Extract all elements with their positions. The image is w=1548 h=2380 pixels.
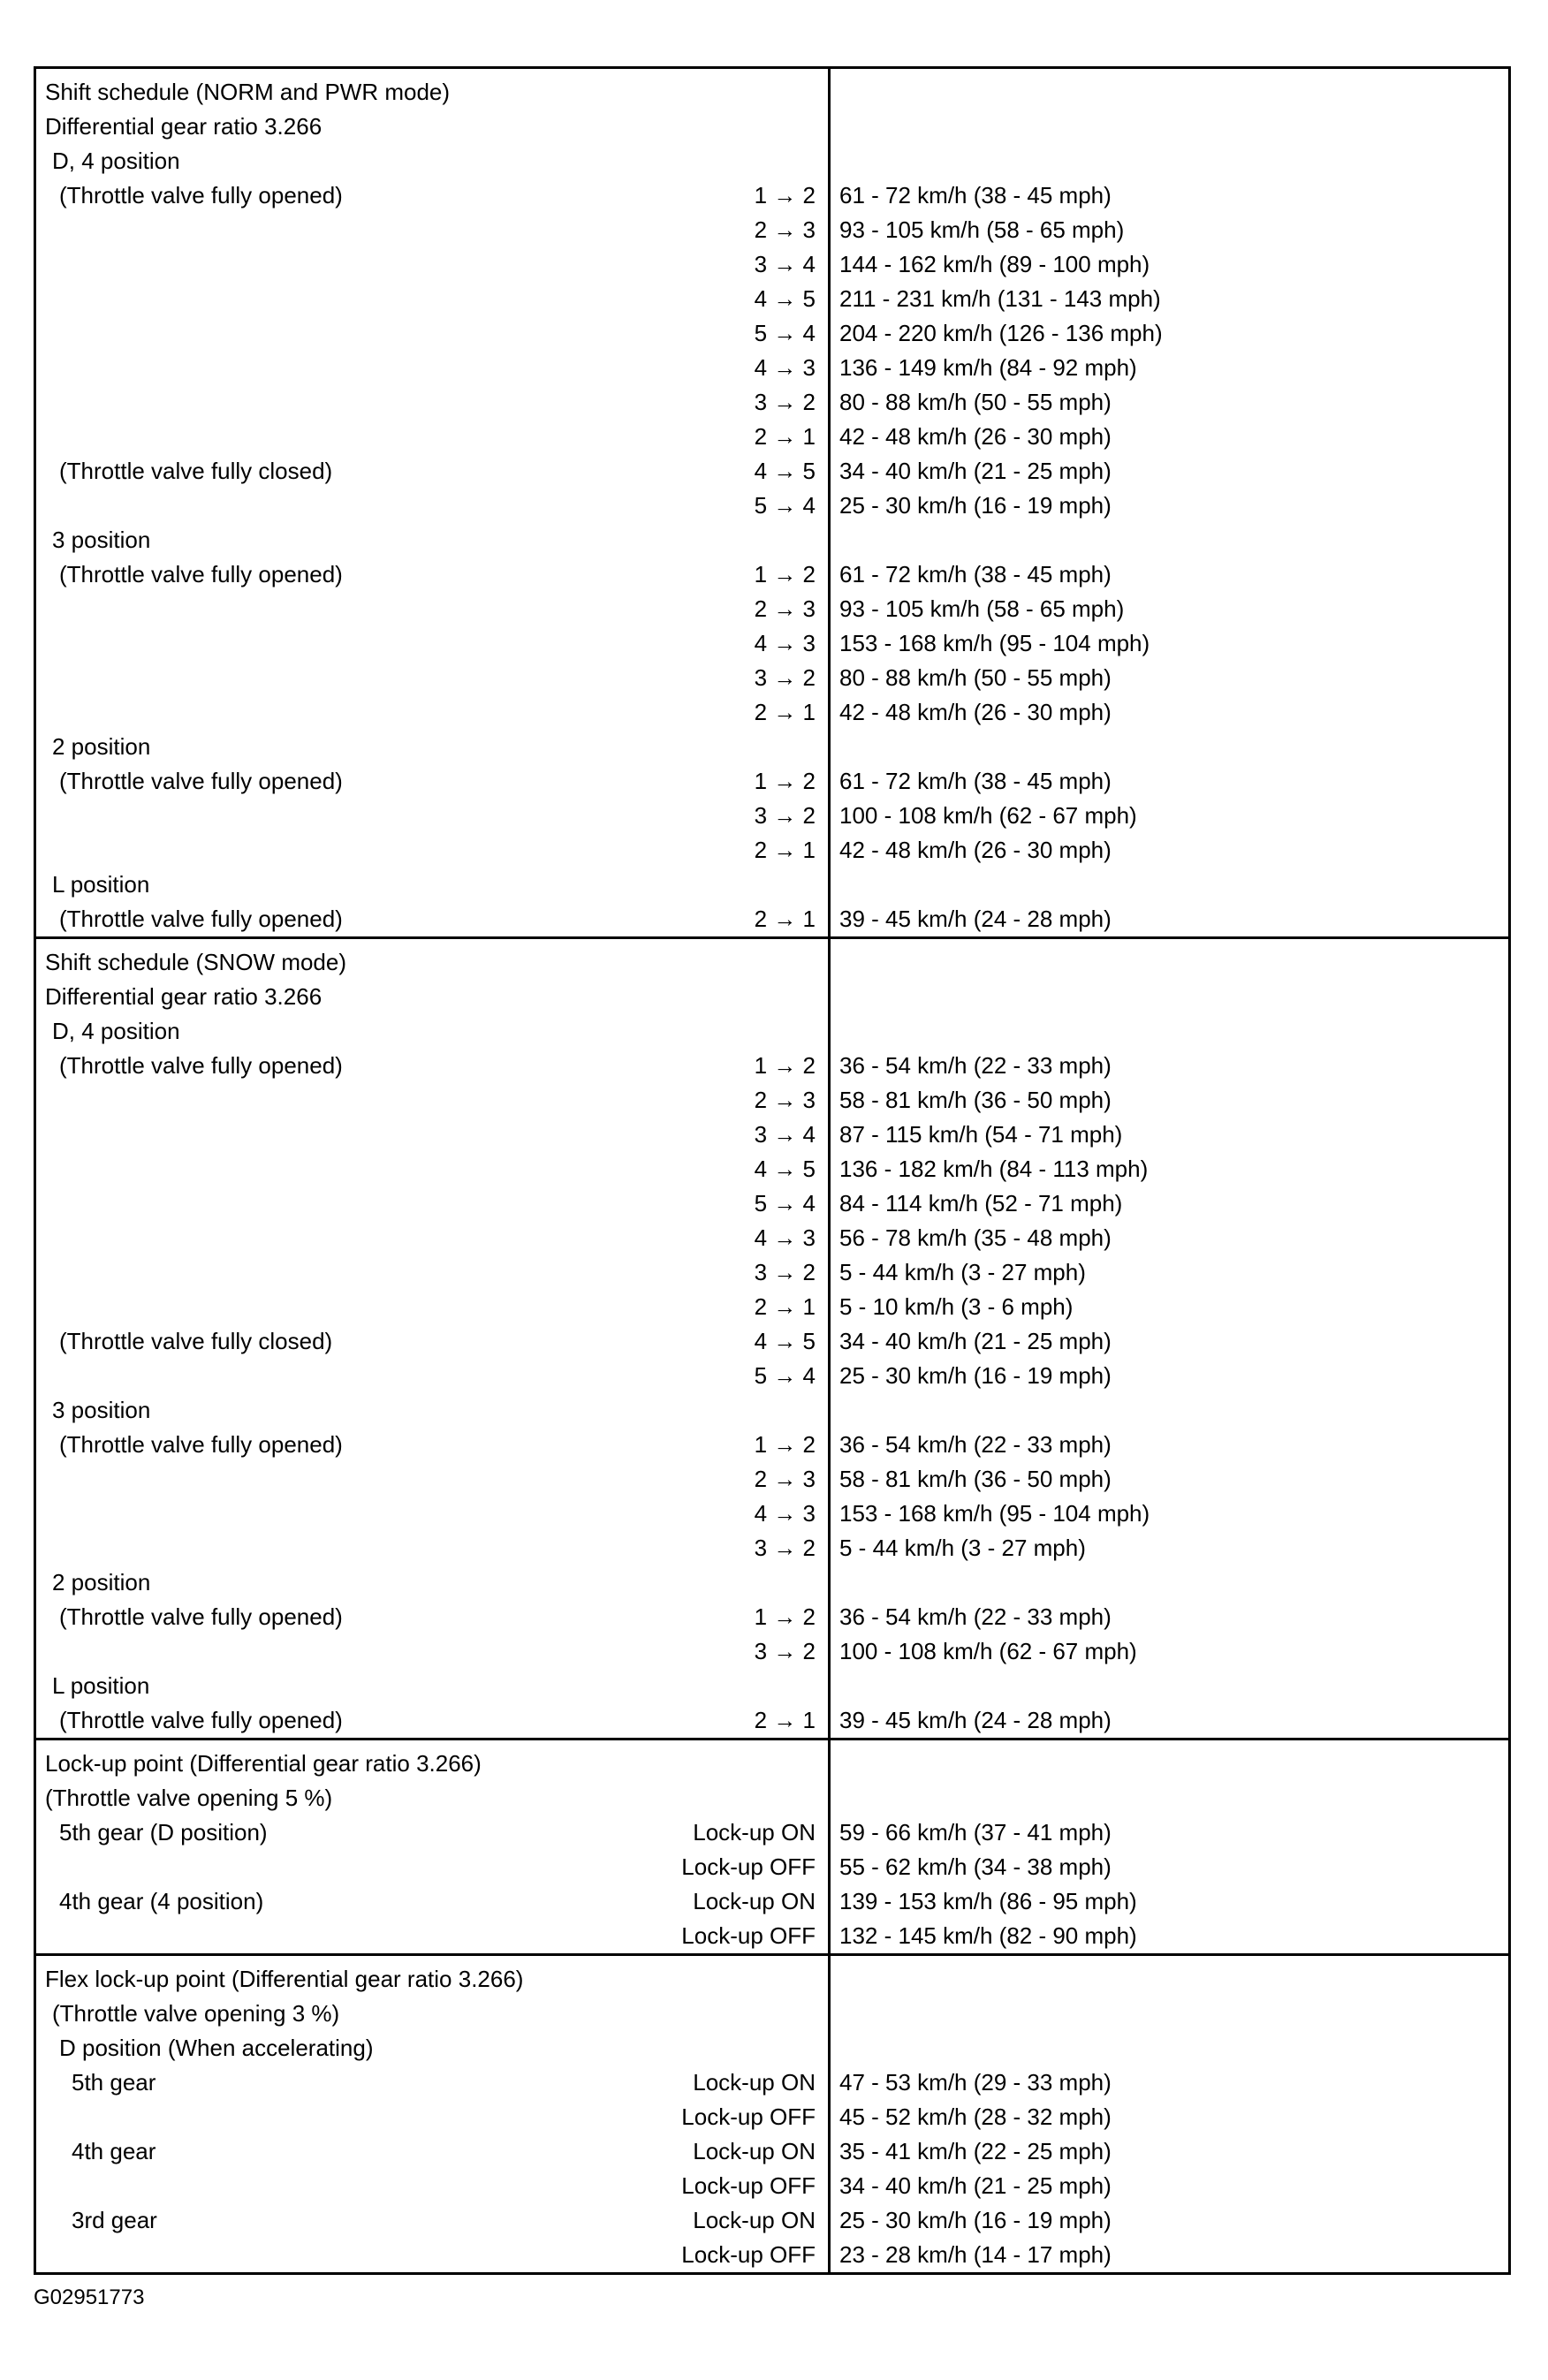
table-row — [45, 1669, 816, 1703]
shift-indicator: 4 → 5 — [754, 285, 816, 312]
table-row — [45, 661, 816, 695]
shift-indicator: Lock-up OFF — [681, 2172, 816, 2199]
row-label: Differential gear ratio 3.266 — [45, 113, 322, 140]
shift-indicator: Lock-up ON — [693, 1819, 816, 1846]
row-label: Shift schedule (NORM and PWR mode) — [45, 79, 451, 105]
value-cell: 132 - 145 km/h (82 - 90 mph) — [839, 1922, 1137, 1949]
table-row — [45, 178, 816, 213]
table-row — [45, 730, 816, 764]
shift-indicator: 1 → 2 — [754, 1052, 816, 1079]
table-row — [45, 764, 816, 799]
value-cell — [839, 523, 1508, 557]
table-row — [45, 945, 816, 980]
row-label: 3rd gear — [72, 2207, 157, 2233]
shift-indicator: 4 → 3 — [754, 1500, 816, 1527]
value-column — [831, 1740, 1508, 1953]
row-label: 3 position — [52, 1397, 151, 1423]
figure-id: G02951773 — [34, 2285, 145, 2309]
shift-indicator: 2 → 1 — [754, 1707, 816, 1733]
table-row — [45, 110, 816, 144]
table-row — [45, 523, 816, 557]
row-label: 2 position — [52, 1569, 151, 1596]
table-section — [36, 936, 1508, 1738]
shift-indicator: 5 → 4 — [754, 1362, 816, 1389]
table-row — [45, 1255, 816, 1290]
value-cell: 87 - 115 km/h (54 - 71 mph) — [839, 1121, 1123, 1148]
table-row — [45, 75, 816, 110]
row-label: (Throttle valve fully opened) — [59, 1707, 343, 1733]
value-cell: 61 - 72 km/h (38 - 45 mph) — [839, 182, 1112, 208]
row-label: (Throttle valve opening 3 %) — [52, 2000, 340, 2027]
value-cell — [839, 1962, 1508, 1997]
value-cell: 45 - 52 km/h (28 - 32 mph) — [839, 2103, 1112, 2130]
row-label: Shift schedule (SNOW mode) — [45, 949, 347, 975]
value-cell — [839, 945, 1508, 980]
shift-indicator: 3 → 2 — [754, 389, 816, 415]
value-cell: 39 - 45 km/h (24 - 28 mph) — [839, 1707, 1112, 1733]
table-row — [45, 1152, 816, 1186]
value-column — [831, 1956, 1508, 2272]
spec-table — [34, 66, 1511, 2275]
value-cell — [839, 1997, 1508, 2031]
table-row — [45, 1049, 816, 1083]
condition-column — [36, 69, 831, 936]
table-row — [45, 1781, 816, 1815]
table-row — [45, 1428, 816, 1462]
value-cell: 58 - 81 km/h (36 - 50 mph) — [839, 1466, 1112, 1492]
table-row — [45, 420, 816, 454]
shift-indicator: 4 → 5 — [754, 1156, 816, 1182]
shift-indicator: 5 → 4 — [754, 492, 816, 519]
table-row — [45, 1634, 816, 1669]
condition-column — [36, 1740, 831, 1953]
table-row — [45, 454, 816, 489]
table-row — [45, 1600, 816, 1634]
table-row — [45, 1462, 816, 1497]
row-label: (Throttle valve fully opened) — [59, 561, 343, 587]
table-row — [45, 2169, 816, 2203]
value-cell: 34 - 40 km/h (21 - 25 mph) — [839, 2172, 1112, 2199]
row-label: Differential gear ratio 3.266 — [45, 983, 322, 1010]
shift-indicator: 2 → 3 — [754, 595, 816, 622]
value-cell: 144 - 162 km/h (89 - 100 mph) — [839, 251, 1150, 277]
table-row — [45, 592, 816, 626]
value-cell: 36 - 54 km/h (22 - 33 mph) — [839, 1052, 1112, 1079]
shift-indicator: 3 → 2 — [754, 664, 816, 691]
value-cell — [839, 144, 1508, 178]
row-label: (Throttle valve fully opened) — [59, 1431, 343, 1458]
shift-indicator: 3 → 4 — [754, 1121, 816, 1148]
table-row — [45, 213, 816, 247]
value-cell: 25 - 30 km/h (16 - 19 mph) — [839, 2207, 1112, 2233]
shift-indicator: 1 → 2 — [754, 1431, 816, 1458]
value-cell: 211 - 231 km/h (131 - 143 mph) — [839, 285, 1161, 312]
value-cell: 136 - 149 km/h (84 - 92 mph) — [839, 354, 1137, 381]
table-row — [45, 1703, 816, 1738]
row-label: Lock-up point (Differential gear ratio 3.266) — [45, 1750, 482, 1777]
shift-indicator: 2 → 3 — [754, 1087, 816, 1113]
shift-indicator: 2 → 1 — [754, 837, 816, 863]
value-cell: 84 - 114 km/h (52 - 71 mph) — [839, 1190, 1123, 1217]
row-label: (Throttle valve fully opened) — [59, 906, 343, 932]
value-cell — [839, 1669, 1508, 1703]
value-cell: 36 - 54 km/h (22 - 33 mph) — [839, 1603, 1112, 1630]
row-label: (Throttle valve fully closed) — [59, 1328, 333, 1354]
value-cell: 100 - 108 km/h (62 - 67 mph) — [839, 802, 1137, 829]
shift-indicator: 1 → 2 — [754, 561, 816, 587]
row-label: Flex lock-up point (Differential gear ratio 3.266) — [45, 1966, 524, 1992]
value-cell: 153 - 168 km/h (95 - 104 mph) — [839, 1500, 1150, 1527]
table-row — [45, 2065, 816, 2100]
value-cell: 100 - 108 km/h (62 - 67 mph) — [839, 1638, 1137, 1664]
row-label: D position (When accelerating) — [59, 2035, 374, 2061]
value-cell: 204 - 220 km/h (126 - 136 mph) — [839, 320, 1163, 346]
value-cell: 93 - 105 km/h (58 - 65 mph) — [839, 595, 1125, 622]
table-row — [45, 1565, 816, 1600]
table-row — [45, 2203, 816, 2238]
row-label: D, 4 position — [52, 148, 180, 174]
shift-indicator: 1 → 2 — [754, 1603, 816, 1630]
table-row — [45, 282, 816, 316]
value-cell: 5 - 10 km/h (3 - 6 mph) — [839, 1293, 1074, 1320]
shift-indicator: 4 → 5 — [754, 458, 816, 484]
row-label: 3 position — [52, 527, 151, 553]
row-label: (Throttle valve opening 5 %) — [45, 1785, 333, 1811]
table-row — [45, 144, 816, 178]
table-row — [45, 247, 816, 282]
value-cell — [839, 2031, 1508, 2065]
table-row — [45, 489, 816, 523]
value-cell: 5 - 44 km/h (3 - 27 mph) — [839, 1535, 1086, 1561]
value-cell: 25 - 30 km/h (16 - 19 mph) — [839, 492, 1112, 519]
value-cell: 5 - 44 km/h (3 - 27 mph) — [839, 1259, 1086, 1285]
shift-indicator: 2 → 3 — [754, 1466, 816, 1492]
shift-indicator: 1 → 2 — [754, 768, 816, 794]
value-cell — [839, 75, 1508, 110]
value-cell — [839, 110, 1508, 144]
value-cell — [839, 1781, 1508, 1815]
shift-indicator: 3 → 2 — [754, 1638, 816, 1664]
row-label: 4th gear (4 position) — [59, 1888, 264, 1914]
shift-indicator: Lock-up ON — [693, 2207, 816, 2233]
value-cell: 34 - 40 km/h (21 - 25 mph) — [839, 1328, 1112, 1354]
shift-indicator: 4 → 3 — [754, 354, 816, 381]
value-cell: 58 - 81 km/h (36 - 50 mph) — [839, 1087, 1112, 1113]
value-cell: 47 - 53 km/h (29 - 33 mph) — [839, 2069, 1112, 2096]
row-label: (Throttle valve fully opened) — [59, 182, 343, 208]
value-cell — [839, 730, 1508, 764]
value-cell: 93 - 105 km/h (58 - 65 mph) — [839, 216, 1125, 243]
table-row — [45, 1850, 816, 1884]
shift-indicator: Lock-up ON — [693, 2138, 816, 2164]
shift-indicator: 2 → 1 — [754, 1293, 816, 1320]
row-label: (Throttle valve fully closed) — [59, 458, 333, 484]
value-column — [831, 69, 1508, 936]
row-label: 5th gear (D position) — [59, 1819, 268, 1846]
value-cell — [839, 980, 1508, 1014]
value-cell: 61 - 72 km/h (38 - 45 mph) — [839, 561, 1112, 587]
value-cell — [839, 1393, 1508, 1428]
table-row — [45, 1083, 816, 1118]
value-cell: 139 - 153 km/h (86 - 95 mph) — [839, 1888, 1137, 1914]
table-row — [45, 902, 816, 936]
table-row — [45, 1014, 816, 1049]
row-label: (Throttle valve fully opened) — [59, 1052, 343, 1079]
value-cell: 55 - 62 km/h (34 - 38 mph) — [839, 1853, 1112, 1880]
shift-indicator: 4 → 5 — [754, 1328, 816, 1354]
shift-indicator: 2 → 1 — [754, 423, 816, 450]
value-cell: 36 - 54 km/h (22 - 33 mph) — [839, 1431, 1112, 1458]
table-row — [45, 2134, 816, 2169]
shift-indicator: 4 → 3 — [754, 1224, 816, 1251]
shift-indicator: 2 → 1 — [754, 699, 816, 725]
table-row — [45, 1962, 816, 1997]
value-cell: 34 - 40 km/h (21 - 25 mph) — [839, 458, 1112, 484]
value-cell: 153 - 168 km/h (95 - 104 mph) — [839, 630, 1150, 656]
shift-indicator: 3 → 2 — [754, 1535, 816, 1561]
shift-indicator: 3 → 2 — [754, 1259, 816, 1285]
table-row — [45, 557, 816, 592]
table-row — [45, 2238, 816, 2272]
table-row — [45, 868, 816, 902]
table-row — [45, 385, 816, 420]
table-row — [45, 980, 816, 1014]
shift-indicator: Lock-up OFF — [681, 2241, 816, 2268]
value-cell: 136 - 182 km/h (84 - 113 mph) — [839, 1156, 1149, 1182]
value-cell: 61 - 72 km/h (38 - 45 mph) — [839, 768, 1112, 794]
condition-column — [36, 1956, 831, 2272]
shift-indicator: 4 → 3 — [754, 630, 816, 656]
row-label: (Throttle valve fully opened) — [59, 768, 343, 794]
value-cell: 42 - 48 km/h (26 - 30 mph) — [839, 423, 1112, 450]
value-cell: 25 - 30 km/h (16 - 19 mph) — [839, 1362, 1112, 1389]
table-row — [45, 1118, 816, 1152]
table-row — [45, 1393, 816, 1428]
value-cell — [839, 1565, 1508, 1600]
value-cell: 42 - 48 km/h (26 - 30 mph) — [839, 699, 1112, 725]
table-section — [36, 1738, 1508, 1953]
shift-indicator: 2 → 1 — [754, 906, 816, 932]
table-row — [45, 833, 816, 868]
shift-indicator: Lock-up ON — [693, 1888, 816, 1914]
table-row — [45, 1531, 816, 1565]
shift-indicator: 5 → 4 — [754, 1190, 816, 1217]
table-row — [45, 626, 816, 661]
table-row — [45, 1884, 816, 1919]
value-column — [831, 939, 1508, 1738]
value-cell — [839, 1014, 1508, 1049]
table-row — [45, 2100, 816, 2134]
value-cell: 59 - 66 km/h (37 - 41 mph) — [839, 1819, 1112, 1846]
table-row — [45, 1815, 816, 1850]
table-row — [45, 316, 816, 351]
table-section — [36, 69, 1508, 936]
table-row — [45, 1324, 816, 1359]
value-cell: 39 - 45 km/h (24 - 28 mph) — [839, 906, 1112, 932]
value-cell: 35 - 41 km/h (22 - 25 mph) — [839, 2138, 1112, 2164]
shift-indicator: Lock-up OFF — [681, 1853, 816, 1880]
table-row — [45, 695, 816, 730]
table-row — [45, 1497, 816, 1531]
table-row — [45, 1919, 816, 1953]
table-row — [45, 1221, 816, 1255]
table-row — [45, 799, 816, 833]
row-label: L position — [52, 871, 150, 898]
table-section — [36, 1953, 1508, 2272]
table-row — [45, 351, 816, 385]
shift-indicator: 2 → 3 — [754, 216, 816, 243]
value-cell: 80 - 88 km/h (50 - 55 mph) — [839, 389, 1112, 415]
shift-indicator: 3 → 2 — [754, 802, 816, 829]
table-row — [45, 1290, 816, 1324]
shift-indicator: Lock-up ON — [693, 2069, 816, 2096]
value-cell: 80 - 88 km/h (50 - 55 mph) — [839, 664, 1112, 691]
value-cell: 23 - 28 km/h (14 - 17 mph) — [839, 2241, 1112, 2268]
shift-indicator: 3 → 4 — [754, 251, 816, 277]
row-label: 5th gear — [72, 2069, 156, 2096]
value-cell — [839, 868, 1508, 902]
table-row — [45, 1186, 816, 1221]
table-row — [45, 2031, 816, 2065]
value-cell: 42 - 48 km/h (26 - 30 mph) — [839, 837, 1112, 863]
shift-indicator: 1 → 2 — [754, 182, 816, 208]
row-label: 4th gear — [72, 2138, 156, 2164]
table-row — [45, 1997, 816, 2031]
row-label: D, 4 position — [52, 1018, 180, 1044]
value-cell: 56 - 78 km/h (35 - 48 mph) — [839, 1224, 1112, 1251]
value-cell — [839, 1747, 1508, 1781]
shift-indicator: Lock-up OFF — [681, 2103, 816, 2130]
row-label: (Throttle valve fully opened) — [59, 1603, 343, 1630]
condition-column — [36, 939, 831, 1738]
table-row — [45, 1359, 816, 1393]
row-label: L position — [52, 1672, 150, 1699]
table-row — [45, 1747, 816, 1781]
shift-indicator: 5 → 4 — [754, 320, 816, 346]
row-label: 2 position — [52, 733, 151, 760]
shift-indicator: Lock-up OFF — [681, 1922, 816, 1949]
